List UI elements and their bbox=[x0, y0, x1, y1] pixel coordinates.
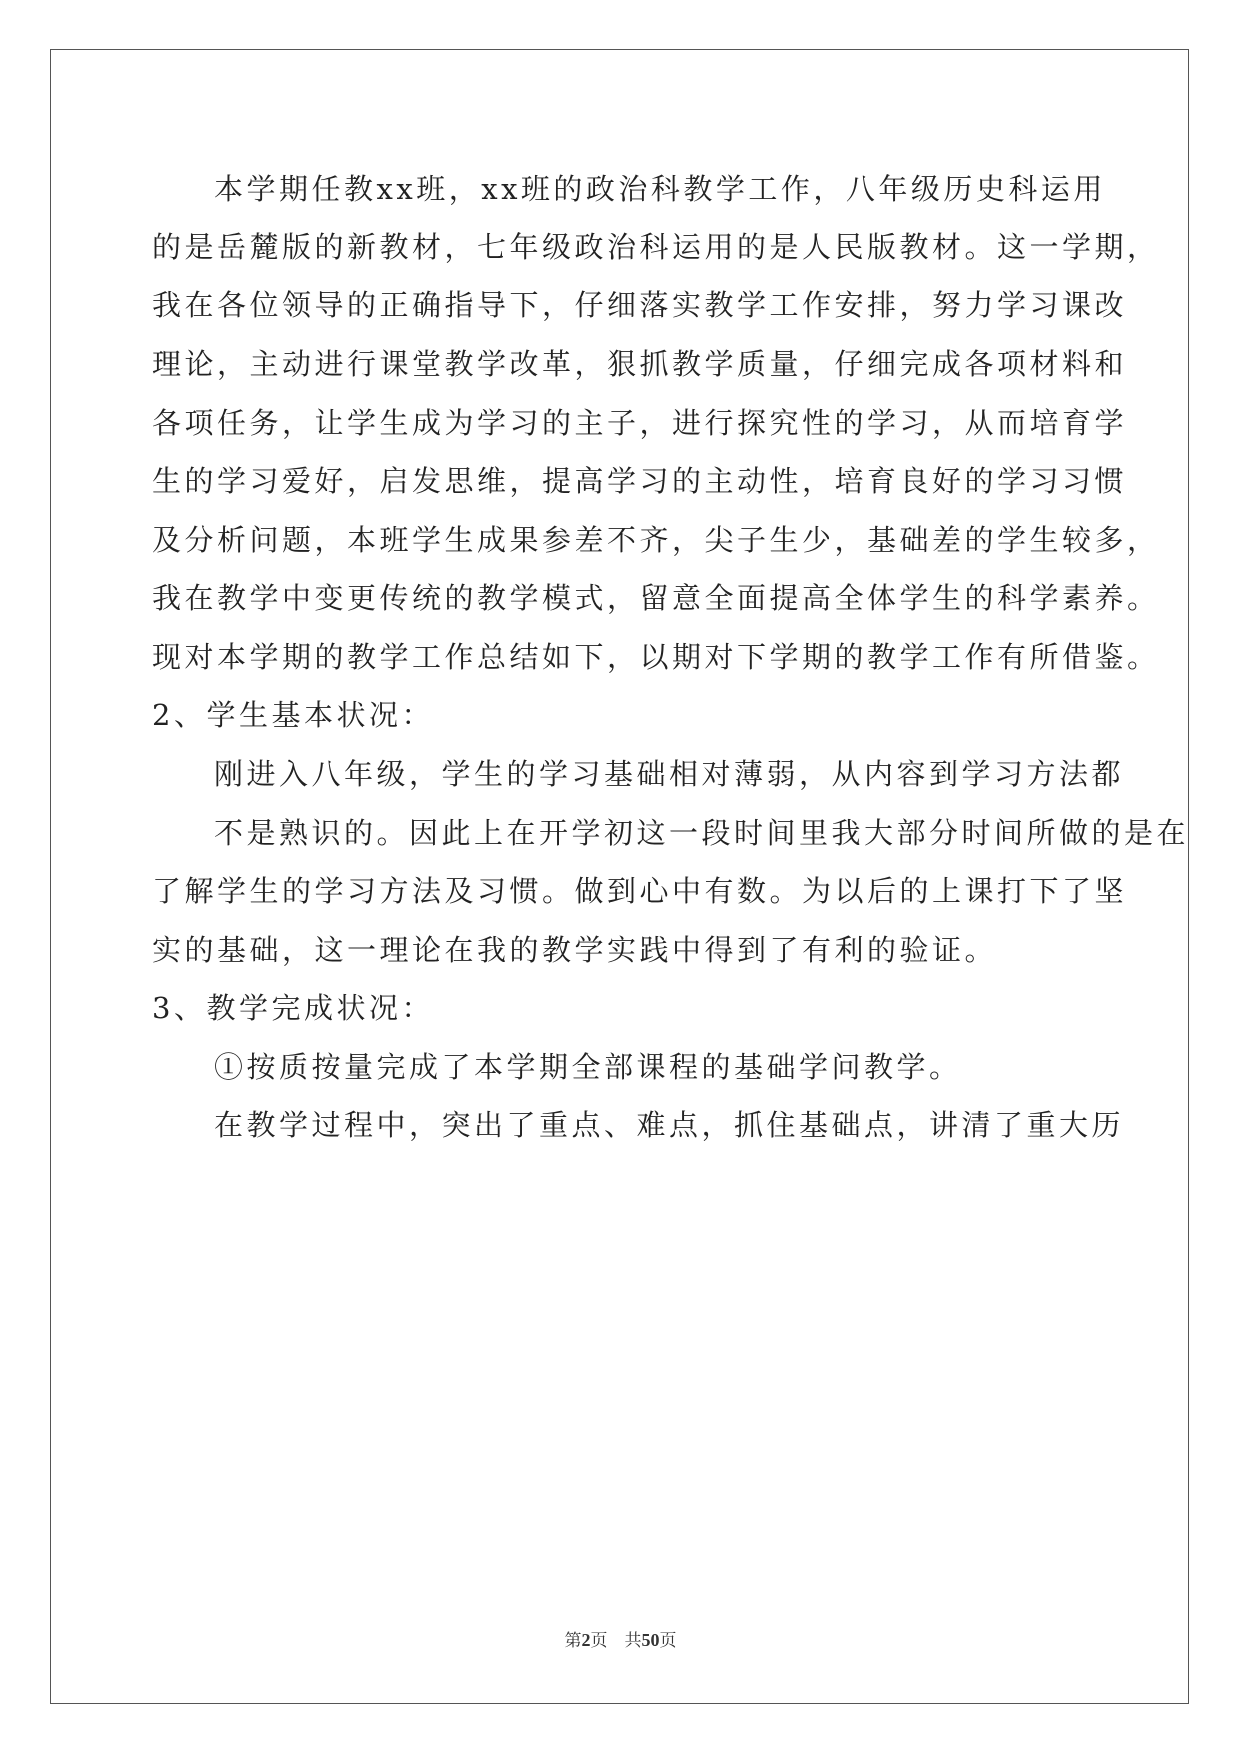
paragraph-1-line-10: 2、学生基本状况： bbox=[152, 698, 434, 732]
paragraph-1-line-9: 现对本学期的教学工作总结如下，以期对下学期的教学工作有所借鉴。 bbox=[152, 640, 1160, 674]
footer-total-prefix: 共 bbox=[624, 1631, 642, 1650]
footer-total-pages: 50 bbox=[641, 1630, 660, 1650]
list-item-1: 在教学过程中，突出了重点、难点，抓住基础点，讲清了重大历 bbox=[214, 1108, 1125, 1142]
paragraph-1-line-7: 及分析问题，本班学生成果参差不齐，尖子生少，基础差的学生较多， bbox=[152, 523, 1160, 557]
paragraph-1-line-3: 我在各位领导的正确指导下，仔细落实教学工作安排，努力学习课改 bbox=[152, 288, 1128, 322]
paragraph-1-line-1: 本学期任教xx班，xx班的政治科教学工作，八年级历史科运用 bbox=[214, 172, 1106, 206]
paragraph-1-line-5: 各项任务，让学生成为学习的主子，进行探究性的学习，从而培育学 bbox=[152, 406, 1128, 440]
footer-page-suffix: 页 bbox=[590, 1631, 608, 1650]
footer-total-suffix: 页 bbox=[659, 1631, 677, 1650]
footer-page-number: 2 bbox=[581, 1630, 591, 1650]
paragraph-2-line-2: 了解学生的学习方法及习惯。做到心中有数。为以后的上课打下了坚 bbox=[152, 874, 1128, 908]
paragraph-2-line-1: 不是熟识的。因此上在开学初这一段时间里我大部分时间所做的是在 bbox=[214, 816, 1190, 850]
paragraph-1-line-8: 我在教学中变更传统的教学模式，留意全面提高全体学生的科学素养。 bbox=[152, 581, 1160, 615]
footer-page-prefix: 第 bbox=[564, 1631, 582, 1650]
paragraph-2-line-3: 实的基础，这一理论在我的教学实践中得到了有利的验证。 bbox=[152, 933, 998, 967]
section-heading-3: ①按质按量完成了本学期全部课程的基础学问教学。 bbox=[214, 1050, 962, 1084]
paragraph-1-line-2: 的是岳麓版的新教材，七年级政治科运用的是人民版教材。这一学期， bbox=[152, 230, 1160, 264]
section-heading-2: 刚进入八年级，学生的学习基础相对薄弱，从内容到学习方法都 bbox=[214, 757, 1125, 791]
page-footer bbox=[0, 1628, 1241, 1653]
paragraph-1-line-6: 生的学习爱好，启发思维，提高学习的主动性，培育良好的学习习惯 bbox=[152, 464, 1128, 498]
paragraph-2-line-4: 3、教学完成状况： bbox=[152, 991, 434, 1025]
paragraph-1-line-4: 理论，主动进行课堂教学改革，狠抓教学质量，仔细完成各项材料和 bbox=[152, 347, 1128, 381]
